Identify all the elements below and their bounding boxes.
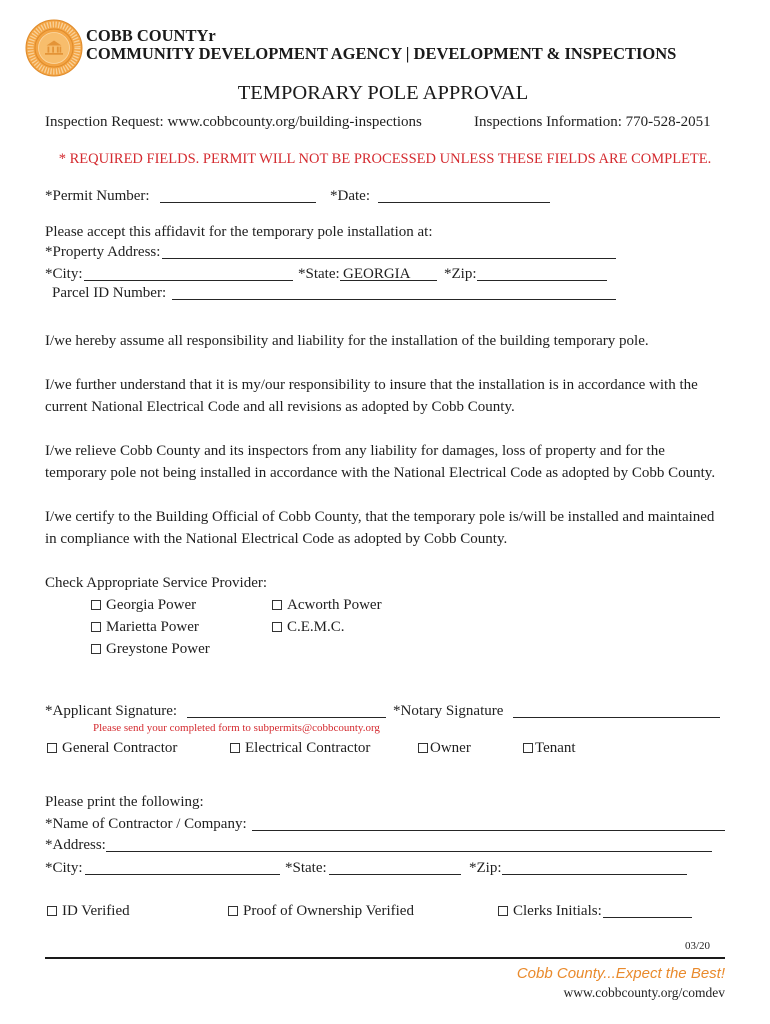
date-label: *Date:: [330, 188, 370, 204]
service-provider-label: Check Appropriate Service Provider:: [45, 575, 268, 591]
applicant-type-general-contractor[interactable]: [47, 739, 177, 757]
contractor-zip-label: *Zip:: [469, 860, 502, 876]
applicant-type-electrical-contractor[interactable]: [230, 739, 370, 757]
provider-option-georgia-power[interactable]: [91, 596, 196, 614]
option-label: ID Verified: [62, 903, 130, 919]
print-instructions: Please print the following:: [45, 794, 204, 810]
option-label: Greystone Power: [106, 641, 210, 657]
greystone-power-checkbox[interactable]: [91, 644, 101, 654]
option-label: Georgia Power: [106, 597, 197, 613]
contractor-address-field[interactable]: [106, 836, 712, 852]
provider-option-cemc[interactable]: [272, 618, 345, 636]
option-label: Owner: [430, 740, 471, 756]
contractor-company-field[interactable]: [252, 815, 725, 831]
option-label: General Contractor: [62, 740, 178, 756]
statement-line: in compliance with the National Electrical Code as adopted by Cobb County.: [45, 531, 508, 547]
inspections-info-label: Inspections Information:: [474, 114, 622, 130]
georgia-power-checkbox[interactable]: [91, 600, 101, 610]
statement-line: I/we relieve Cobb County and its inspectors from any liability for damages, loss of property and for the: [45, 443, 665, 459]
permit-number-field[interactable]: [160, 187, 316, 203]
parcel-id-field[interactable]: [172, 284, 616, 300]
contractor-city-label: *City:: [45, 860, 83, 876]
provider-option-acworth-power[interactable]: [272, 596, 382, 614]
contractor-company-label: *Name of Contractor / Company:: [45, 816, 247, 832]
statement-line: I/we certify to the Building Official of Cobb County, that the temporary pole is/will be installed and maintained: [45, 509, 715, 525]
zip-field[interactable]: [477, 265, 607, 281]
revision-date: 03/20: [685, 940, 711, 952]
office-proof-of-ownership[interactable]: [228, 902, 414, 920]
property-address-label: *Property Address:: [45, 244, 161, 260]
general-contractor-checkbox[interactable]: [47, 743, 57, 753]
footer-divider: [45, 957, 725, 959]
footer-tagline: Cobb County...Expect the Best!: [516, 965, 725, 982]
statement-line: I/we hereby assume all responsibility and liability for the installation of the building temporary pole.: [45, 333, 649, 349]
option-label: Electrical Contractor: [245, 740, 371, 756]
option-label: C.E.M.C.: [287, 619, 345, 635]
contractor-address-label: *Address:: [45, 837, 106, 853]
contractor-zip-field[interactable]: [502, 859, 687, 875]
city-field[interactable]: [84, 265, 293, 281]
state-field[interactable]: [340, 265, 437, 281]
owner-checkbox[interactable]: [418, 743, 428, 753]
permit-number-label: *Permit Number:: [45, 188, 150, 204]
state-value: GEORGIA: [343, 266, 411, 282]
tenant-checkbox[interactable]: [523, 743, 533, 753]
inspection-request-label: Inspection Request:: [45, 114, 164, 130]
office-clerks-initials[interactable]: [498, 902, 602, 920]
notary-signature-field[interactable]: [513, 702, 720, 718]
option-label: Marietta Power: [106, 619, 199, 635]
electrical-contractor-checkbox[interactable]: [230, 743, 240, 753]
applicant-signature-field[interactable]: [187, 702, 386, 718]
county-seal-logo: [25, 19, 83, 77]
cemc-checkbox[interactable]: [272, 622, 282, 632]
property-address-field[interactable]: [162, 243, 616, 259]
provider-option-greystone-power[interactable]: [91, 640, 210, 658]
acworth-power-checkbox[interactable]: [272, 600, 282, 610]
marietta-power-checkbox[interactable]: [91, 622, 101, 632]
option-label: Tenant: [535, 740, 576, 756]
option-label: Clerks Initials:: [513, 903, 602, 919]
clerks-initials-field[interactable]: [603, 902, 692, 918]
inspections-phone: 770-528-2051: [625, 114, 711, 130]
submission-email-note: Please send your completed form to subpermits@cobbcounty.org: [93, 722, 380, 734]
header-agency-name: COMMUNITY DEVELOPMENT AGENCY | DEVELOPMENT & INSPECTIONS: [86, 44, 677, 63]
applicant-type-tenant[interactable]: [523, 739, 576, 757]
statement-line: temporary pole not being installed in accordance with the National Electrical Code as adopted by Cobb County.: [45, 465, 716, 481]
date-field[interactable]: [378, 187, 550, 203]
zip-label: *Zip:: [444, 266, 477, 282]
option-label: Acworth Power: [287, 597, 382, 613]
inspection-request: [45, 113, 422, 131]
contractor-state-label: *State:: [285, 860, 327, 876]
id-verified-checkbox[interactable]: [47, 906, 57, 916]
statement-line: current National Electrical Code and all revisions as adopted by Cobb County.: [45, 399, 515, 415]
office-id-verified[interactable]: [47, 902, 130, 920]
option-label: Proof of Ownership Verified: [243, 903, 414, 919]
clerks-initials-checkbox[interactable]: [498, 906, 508, 916]
contractor-city-field[interactable]: [85, 859, 280, 875]
proof-of-ownership-checkbox[interactable]: [228, 906, 238, 916]
city-label: *City:: [45, 266, 83, 282]
statement-line: I/we further understand that it is my/our responsibility to insure that the installation is in accordance with the: [45, 377, 698, 393]
applicant-signature-label: *Applicant Signature:: [45, 703, 178, 719]
notary-signature-label: *Notary Signature: [393, 703, 504, 719]
applicant-type-owner[interactable]: [418, 739, 471, 757]
state-label: *State:: [298, 266, 340, 282]
provider-option-marietta-power[interactable]: [91, 618, 199, 636]
required-fields-notice: * REQUIRED FIELDS. PERMIT WILL NOT BE PROCESSED UNLESS THESE FIELDS ARE COMPLETE.: [58, 151, 712, 167]
parcel-id-label: Parcel ID Number:: [52, 285, 167, 301]
inspection-request-link[interactable]: www.cobbcounty.org/building-inspections: [167, 114, 422, 130]
form-title: TEMPORARY POLE APPROVAL: [237, 82, 529, 104]
inspections-information: [474, 113, 711, 131]
contractor-state-field[interactable]: [329, 859, 461, 875]
affidavit-intro: Please accept this affidavit for the temporary pole installation at:: [45, 224, 433, 240]
footer-url[interactable]: www.cobbcounty.org/comdev: [563, 985, 725, 1000]
header-org-name: COBB COUNTYr: [86, 26, 216, 45]
